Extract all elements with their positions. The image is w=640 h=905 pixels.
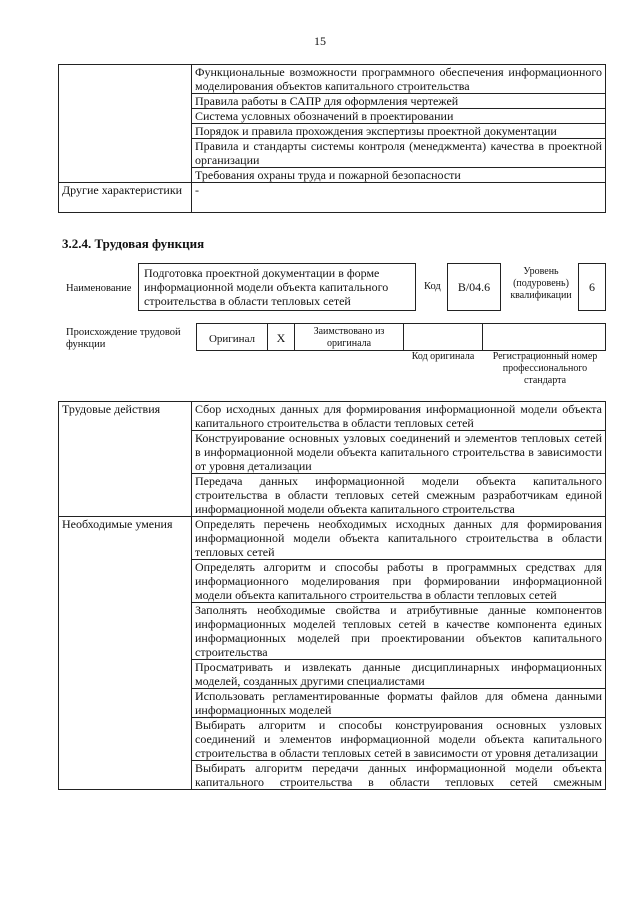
action-item: Передача данных информационной модели объекта капитального строительства в области тепловых сетей смежным разработчикам единой информационной модели объекта капитального строительства	[192, 474, 606, 517]
level-label: Уровень (подуровень) квалификации	[510, 266, 572, 301]
knowledge-label-cell	[59, 65, 192, 183]
function-name-box: Подготовка проектной документации в форме информационной модели объекта капитального строительства в области тепловых сетей	[138, 263, 416, 311]
origin-label: Происхождение трудовой функции	[66, 327, 181, 350]
name-label: Наименование	[66, 283, 132, 294]
code-original-caption: Код оригинала	[411, 351, 475, 362]
other-characteristics-value: -	[192, 183, 606, 213]
skills-label: Необходимые умения	[59, 517, 192, 790]
knowledge-row: Правила и стандарты системы контроля (менеджмента) качества в проектной организации	[192, 139, 606, 168]
actions-label: Трудовые действия	[59, 402, 192, 517]
knowledge-row: Функциональные возможности программного обеспечения информационного моделирования объектов капитального строительства	[192, 65, 606, 94]
function-table	[58, 401, 606, 790]
knowledge-row: Система условных обозначений в проектировании	[192, 109, 606, 124]
original-code-box	[403, 323, 483, 351]
borrowed-box: Заимствовано из оригинала	[294, 323, 404, 351]
level-box: 6	[578, 263, 606, 311]
other-characteristics-label: Другие характеристики	[59, 183, 192, 213]
section-heading: 3.2.4. Трудовая функция	[62, 236, 205, 251]
skill-item: Просматривать и извлекать данные дисциплинарных информационных моделей, созданных другими специалистами	[192, 660, 606, 689]
function-code-box: В/04.6	[447, 263, 501, 311]
knowledge-table	[58, 64, 606, 213]
action-item: Конструирование основных узловых соединений и элементов тепловых сетей в информационной модели объекта капитального строительства в зависимости от уровня детализации	[192, 431, 606, 474]
original-box: Оригинал	[196, 323, 268, 351]
action-item: Сбор исходных данных для формирования информационной модели объекта капитального строительства в области тепловых сетей	[192, 402, 606, 431]
knowledge-row: Порядок и правила прохождения экспертизы проектной документации	[192, 124, 606, 139]
code-label: Код	[424, 281, 441, 292]
skill-item: Выбирать алгоритм передачи данных информационной модели объекта капитального строительства в области тепловых сетей смежным	[192, 761, 606, 790]
registration-caption: Регистрационный номер профессионального стандарта	[492, 351, 598, 386]
skill-item: Использовать регламентированные форматы файлов для обмена данными информационных моделей	[192, 689, 606, 718]
skill-item: Определять перечень необходимых исходных данных для формирования информационной модели объекта капитального строительства в области тепловых сетей	[192, 517, 606, 560]
skill-item: Определять алгоритм и способы работы в программных средствах для информационного моделирования при формировании информационной модели объекта капитального строительства в области тепловых сетей	[192, 560, 606, 603]
original-mark-box: X	[267, 323, 295, 351]
skill-item: Выбирать алгоритм и способы конструирования основных узловых соединений и элементов информационной модели объекта капитального строительства в области тепловых сетей в зависимости от уровня детализации	[192, 718, 606, 761]
skill-item: Заполнять необходимые свойства и атрибутивные данные компонентов информационных моделей тепловых сетей в качестве компонента единых информационных моделей при проектировании объектов капитального строительства	[192, 603, 606, 660]
page-number: 15	[314, 34, 326, 48]
registration-number-box	[482, 323, 606, 351]
knowledge-row: Требования охраны труда и пожарной безопасности	[192, 168, 606, 183]
knowledge-row: Правила работы в САПР для оформления чертежей	[192, 94, 606, 109]
